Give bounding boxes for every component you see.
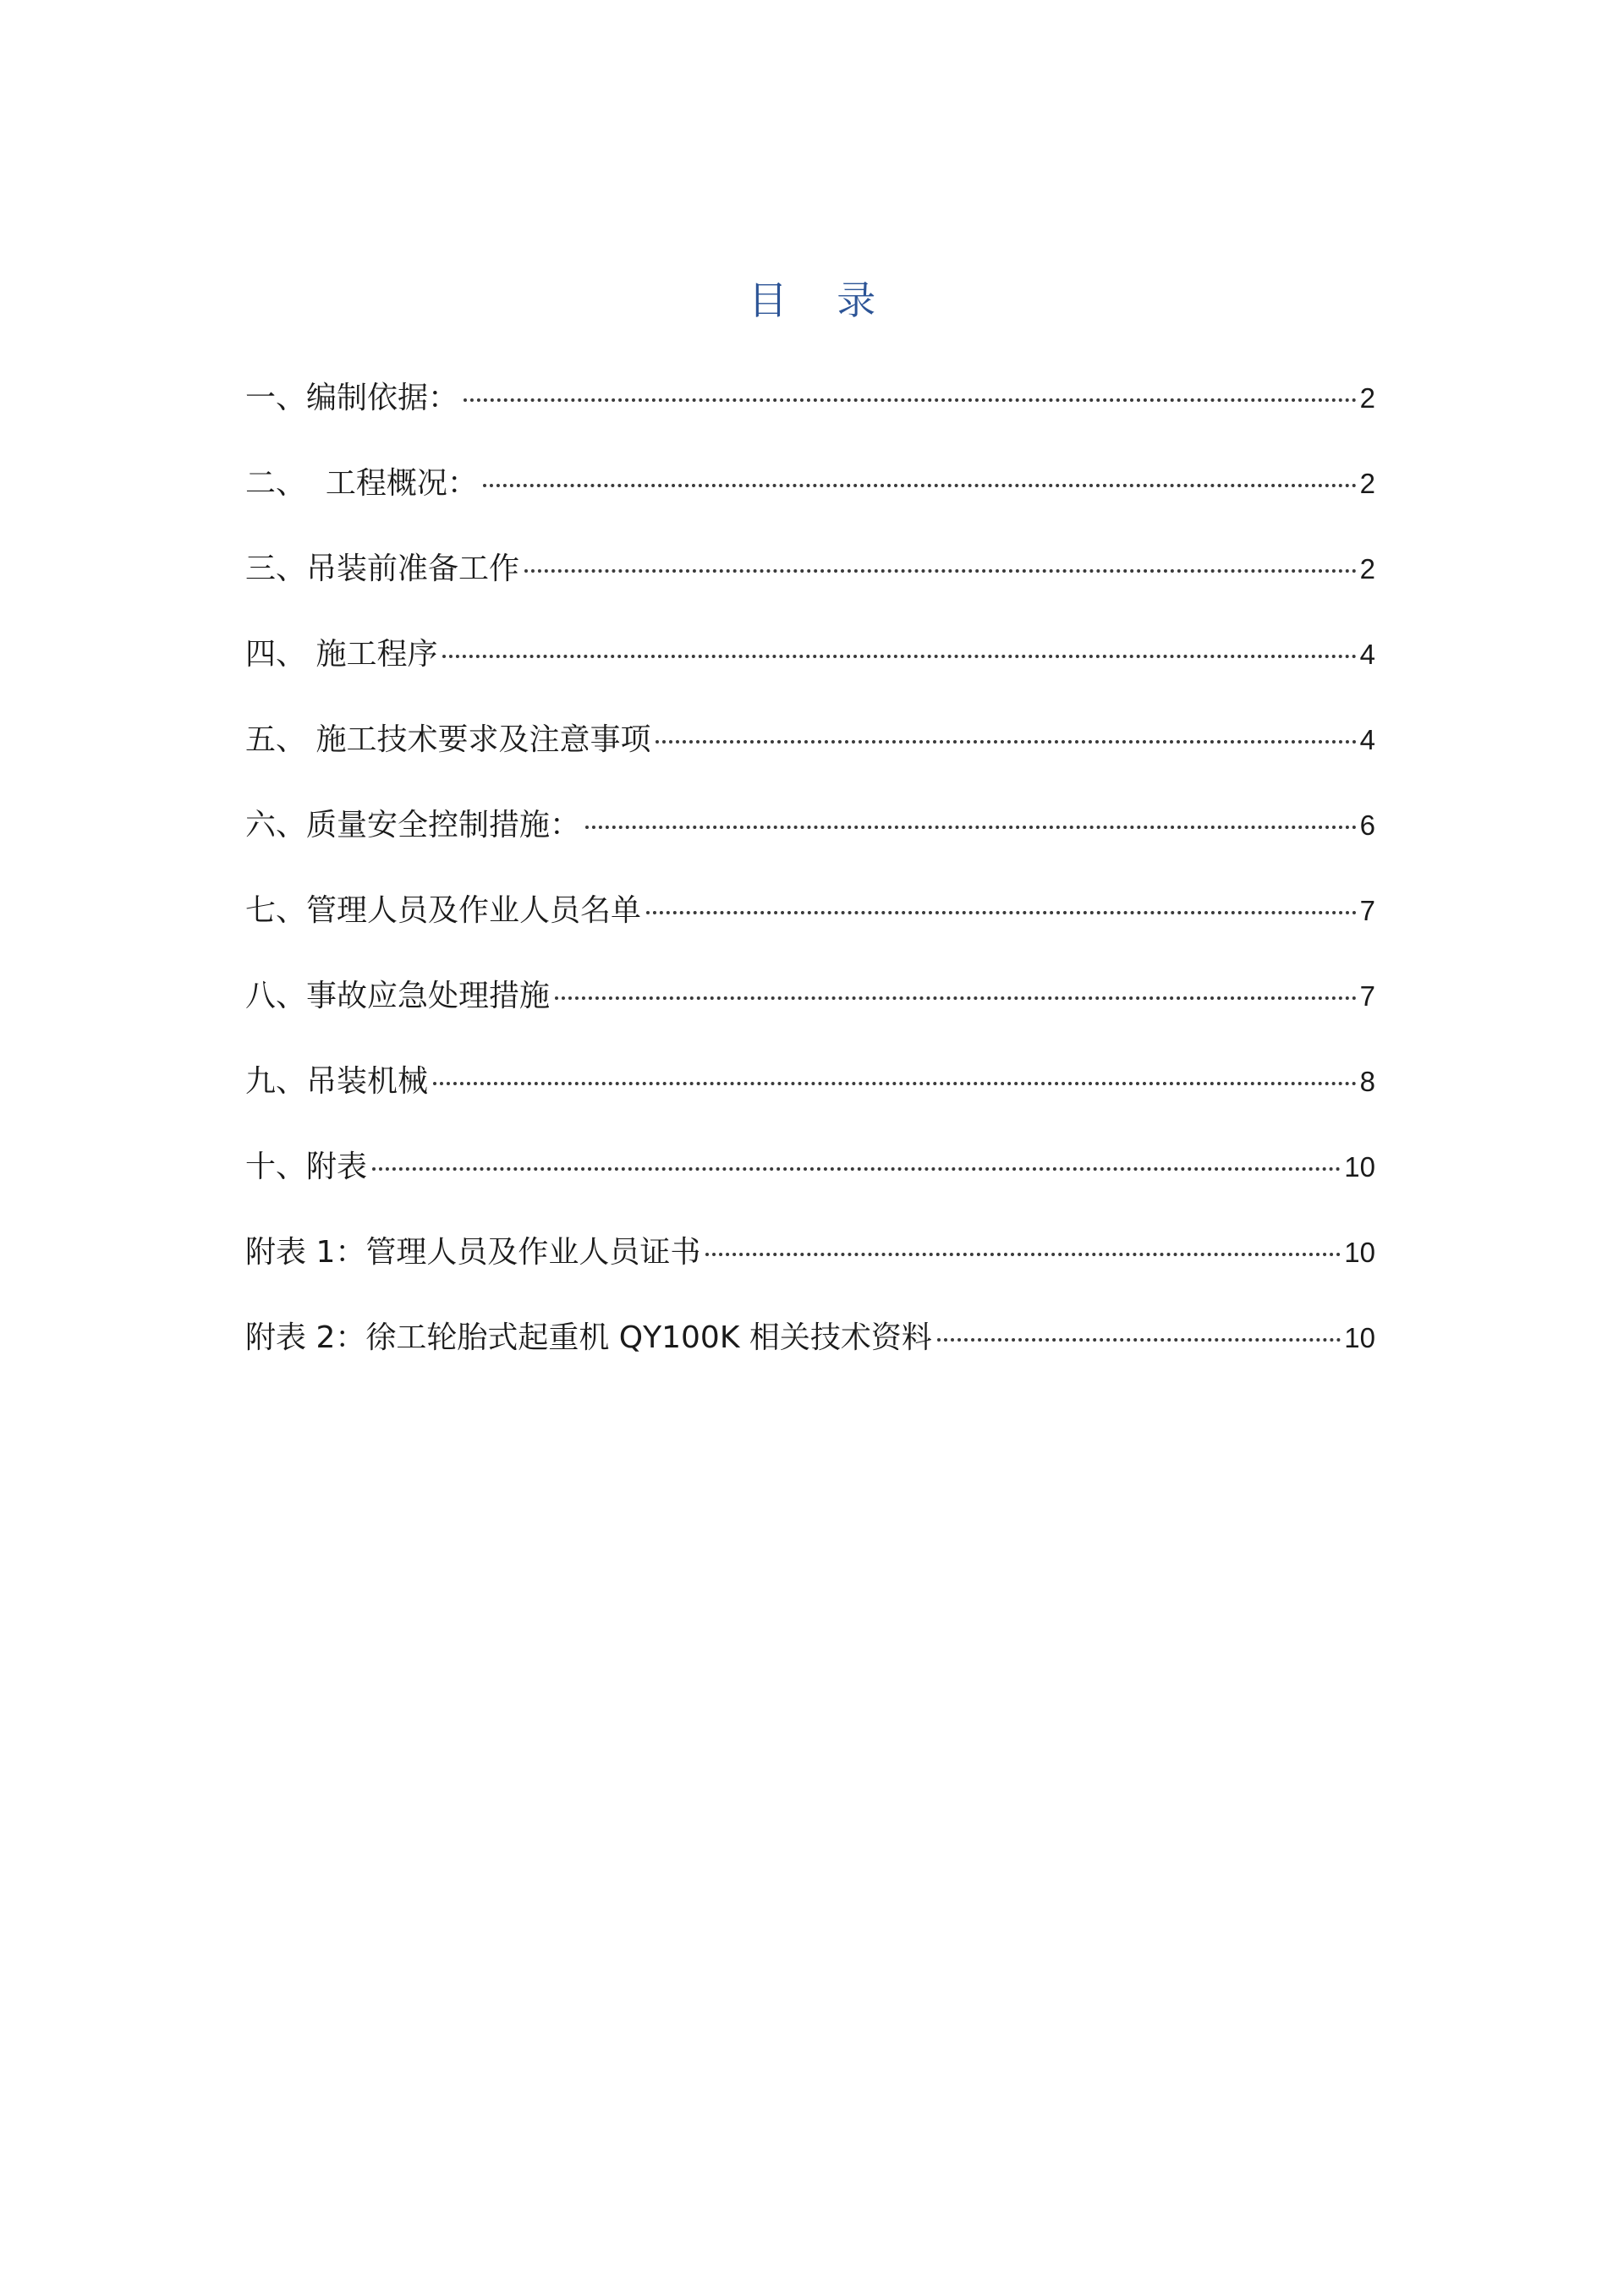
dot-leader bbox=[937, 1338, 1341, 1342]
toc-entry-label: 一、编制依据： bbox=[245, 381, 459, 415]
toc-entry-label: 五、 施工技术要求及注意事项 bbox=[245, 722, 651, 757]
dot-leader bbox=[524, 569, 1357, 573]
toc-entry-label: 附表 1：管理人员及作业人员证书 bbox=[245, 1235, 701, 1270]
dot-leader bbox=[372, 1167, 1341, 1171]
toc-entry-page-number: 4 bbox=[1359, 724, 1375, 755]
toc-entry-page-number: 10 bbox=[1344, 1322, 1375, 1353]
toc-entry-page-number: 10 bbox=[1344, 1237, 1375, 1268]
toc-title: 目 录 bbox=[748, 277, 895, 323]
toc-entry-page-number: 2 bbox=[1359, 468, 1375, 499]
toc-entry-5[interactable] bbox=[245, 719, 1375, 804]
dot-leader bbox=[483, 484, 1357, 487]
toc-entry-label: 七、管理人员及作业人员名单 bbox=[245, 893, 642, 928]
toc-entry-4[interactable] bbox=[245, 634, 1375, 719]
dot-leader bbox=[464, 398, 1357, 402]
toc-entry-page-number: 7 bbox=[1359, 980, 1375, 1012]
toc-entry-page-number: 2 bbox=[1359, 553, 1375, 584]
toc-entry-9[interactable] bbox=[245, 1061, 1375, 1146]
dot-leader bbox=[433, 1082, 1357, 1085]
toc-entry-label: 二、 工程概况： bbox=[245, 466, 478, 501]
toc-entry-page-number: 4 bbox=[1359, 639, 1375, 670]
toc-entry-label: 附表 2：徐工轮胎式起重机 QY100K 相关技术资料 bbox=[245, 1320, 932, 1355]
toc-entry-label: 三、吊装前准备工作 bbox=[245, 552, 520, 586]
toc-entry-1[interactable] bbox=[245, 377, 1375, 463]
dot-leader bbox=[442, 655, 1356, 658]
toc-entry-6[interactable] bbox=[245, 804, 1375, 890]
dot-leader bbox=[585, 826, 1357, 829]
toc-entry-page-number: 10 bbox=[1344, 1151, 1375, 1183]
table-of-contents bbox=[245, 377, 1375, 1402]
toc-entry-2[interactable] bbox=[245, 463, 1375, 548]
toc-entry-page-number: 6 bbox=[1359, 809, 1375, 841]
dot-leader bbox=[656, 740, 1356, 744]
toc-entry-10[interactable] bbox=[245, 1146, 1375, 1232]
dot-leader bbox=[705, 1253, 1341, 1256]
toc-entry-7[interactable] bbox=[245, 890, 1375, 975]
toc-entry-appendix-2[interactable] bbox=[245, 1317, 1375, 1402]
toc-entry-page-number: 2 bbox=[1359, 382, 1375, 414]
toc-entry-label: 四、 施工程序 bbox=[245, 637, 438, 672]
toc-entry-appendix-1[interactable] bbox=[245, 1232, 1375, 1317]
toc-entry-8[interactable] bbox=[245, 975, 1375, 1061]
dot-leader bbox=[555, 996, 1357, 1000]
toc-entry-label: 六、质量安全控制措施： bbox=[245, 808, 581, 842]
toc-entry-page-number: 8 bbox=[1359, 1066, 1375, 1097]
toc-entry-label: 八、事故应急处理措施 bbox=[245, 979, 551, 1013]
toc-entry-label: 九、吊装机械 bbox=[245, 1064, 429, 1099]
toc-entry-3[interactable] bbox=[245, 548, 1375, 634]
toc-entry-page-number: 7 bbox=[1359, 895, 1375, 926]
toc-entry-label: 十、附表 bbox=[245, 1150, 368, 1184]
dot-leader bbox=[646, 911, 1357, 914]
